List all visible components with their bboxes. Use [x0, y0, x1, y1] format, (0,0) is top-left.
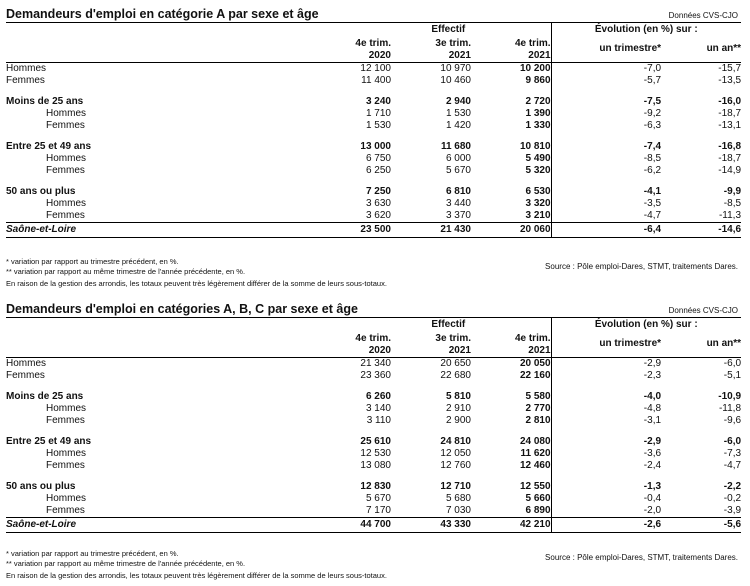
value-cell: 7 250 [365, 186, 391, 197]
period-header: 4e trim. 2020 [266, 36, 391, 63]
evo-quarter-cell: -0,4 [551, 493, 661, 505]
value-cell: 5 490 [525, 153, 551, 164]
table-row [6, 75, 741, 87]
value-cell: 11 400 [361, 75, 391, 86]
evo-quarter-cell: -4,8 [551, 403, 661, 415]
value-cell: 3 440 [445, 198, 471, 209]
table-row [6, 493, 741, 505]
value-cell: 3 240 [365, 96, 391, 107]
evo-quarter-cell: -4,1 [551, 186, 661, 198]
value-cell: 25 610 [360, 436, 391, 447]
evo-year-cell: -7,3 [723, 448, 742, 459]
evo-header-quarter: un trimestre* [551, 331, 661, 358]
effectif-header: Effectif [266, 318, 551, 332]
table-row [6, 358, 741, 371]
evo-year-cell: -16,0 [718, 96, 742, 107]
evo-year-cell: -18,7 [718, 108, 742, 119]
value-cell: 20 050 [519, 358, 551, 369]
row-label: Entre 25 et 49 ans [6, 141, 92, 152]
value-cell: 10 970 [440, 63, 471, 74]
evo-quarter-cell: -2,4 [551, 460, 661, 472]
row-label: Hommes [46, 403, 87, 414]
evo-year-cell: -6,0 [723, 358, 742, 369]
evo-year-cell: -9,6 [723, 415, 742, 426]
value-cell: 2 810 [525, 415, 551, 426]
row-label: Femmes [46, 210, 85, 221]
value-cell: 12 100 [360, 63, 391, 74]
evolution-header: Évolution (en %) sur : [551, 23, 741, 37]
evo-quarter-cell: -6,2 [551, 165, 661, 177]
value-cell: 10 810 [519, 141, 551, 152]
value-cell: 2 940 [445, 96, 471, 107]
evo-quarter-cell: -7,5 [551, 96, 661, 108]
footnote: ** variation par rapport au même trimestre de l'année précédente, en %. [6, 267, 246, 276]
value-cell: 6 750 [365, 153, 391, 164]
row-label: Hommes [6, 358, 47, 369]
table-title: Demandeurs d'emploi en catégories A, B, C par sexe et âge [6, 302, 358, 316]
value-cell: 3 620 [365, 210, 391, 221]
evo-year-cell: -3,9 [723, 505, 742, 516]
value-cell: 21 430 [391, 223, 471, 238]
footnotes [6, 257, 387, 289]
evo-quarter-cell: -6,4 [551, 223, 661, 238]
group-row [6, 436, 741, 448]
value-cell: 5 580 [525, 391, 551, 402]
value-cell: 3 370 [445, 210, 471, 221]
value-cell: 5 670 [445, 165, 471, 176]
value-cell: 6 000 [445, 153, 471, 164]
value-cell: 11 620 [520, 448, 551, 459]
value-cell: 23 360 [360, 370, 391, 381]
value-cell: 1 710 [365, 108, 391, 119]
value-cell: 12 710 [440, 481, 471, 492]
evo-quarter-cell: -7,0 [551, 63, 661, 76]
row-label: Moins de 25 ans [6, 391, 84, 402]
row-label: Femmes [46, 460, 85, 471]
evo-year-cell: -9,9 [723, 186, 742, 197]
row-label: Femmes [46, 415, 85, 426]
value-cell: 43 330 [391, 518, 471, 533]
table-row [6, 370, 741, 382]
value-cell: 2 900 [445, 415, 471, 426]
row-label: Hommes [46, 448, 87, 459]
value-cell: 5 660 [525, 493, 551, 504]
value-cell: 6 890 [525, 505, 551, 516]
evo-year-cell: -11,8 [718, 403, 742, 414]
table-row [6, 165, 741, 177]
table-row [6, 505, 741, 518]
source-note: Source : Pôle emploi-Dares, STMT, traitements Dares. [545, 553, 738, 562]
evo-year-cell: -18,7 [718, 153, 742, 164]
value-cell: 12 830 [360, 481, 391, 492]
value-cell: 20 650 [440, 358, 471, 369]
row-label: Hommes [46, 198, 87, 209]
value-cell: 1 530 [365, 120, 391, 131]
value-cell: 12 460 [519, 460, 551, 471]
evolution-header: Évolution (en %) sur : [551, 318, 741, 332]
data-table [6, 317, 741, 533]
row-label: Femmes [46, 165, 85, 176]
effectif-header: Effectif [266, 23, 551, 37]
value-cell: 6 250 [365, 165, 391, 176]
value-cell: 1 330 [525, 120, 551, 131]
value-cell: 5 680 [445, 493, 471, 504]
table-row [6, 153, 741, 165]
group-row [6, 481, 741, 493]
group-row [6, 391, 741, 403]
evo-quarter-cell: -4,0 [551, 391, 661, 403]
evo-year-cell: -8,5 [723, 198, 742, 209]
evo-year-cell: -14,6 [661, 223, 741, 238]
value-cell: 10 200 [519, 63, 551, 74]
value-cell: 3 140 [365, 403, 391, 414]
value-cell: 3 630 [365, 198, 391, 209]
value-cell: 23 500 [266, 223, 391, 238]
value-cell: 22 680 [440, 370, 471, 381]
evo-quarter-cell: -4,7 [551, 210, 661, 223]
footnote: ** variation par rapport au même trimestre de l'année précédente, en %. [6, 559, 246, 568]
table-row [6, 403, 741, 415]
footnotes [6, 549, 387, 581]
value-cell: 2 910 [445, 403, 471, 414]
evo-quarter-cell: -3,1 [551, 415, 661, 427]
value-cell: 3 210 [525, 210, 551, 221]
evo-year-cell: -10,9 [718, 391, 742, 402]
source-note: Source : Pôle emploi-Dares, STMT, traitements Dares. [545, 262, 738, 271]
evo-year-cell: -16,8 [718, 141, 742, 152]
value-cell: 22 160 [519, 370, 551, 381]
table-title: Demandeurs d'emploi en catégorie A par sexe et âge [6, 7, 319, 21]
footnote: * variation par rapport au trimestre précédent, en %. [6, 257, 179, 266]
value-cell: 44 700 [266, 518, 391, 533]
evo-quarter-cell: -7,4 [551, 141, 661, 153]
evo-quarter-cell: -5,7 [551, 75, 661, 87]
data-table [6, 22, 741, 238]
row-label: Femmes [46, 120, 85, 131]
value-cell: 2 720 [525, 96, 551, 107]
footnote: En raison de la gestion des arrondis, les totaux peuvent très légèrement différer de la somme de leurs sous-totaux. [6, 279, 387, 288]
row-label: Saône-et-Loire [6, 518, 266, 533]
row-label: Hommes [46, 493, 87, 504]
value-cell: 42 210 [471, 518, 551, 533]
evo-year-cell: -5,6 [661, 518, 741, 533]
value-cell: 1 420 [445, 120, 471, 131]
evo-quarter-cell: -6,3 [551, 120, 661, 132]
period-header: 4e trim. 2020 [266, 331, 391, 358]
row-label: Femmes [46, 505, 85, 516]
period-header: 3e trim. 2021 [391, 36, 471, 63]
evo-header-year: un an** [661, 331, 741, 358]
period-header: 4e trim. 2021 [471, 331, 551, 358]
evo-year-cell: -5,1 [723, 370, 742, 381]
value-cell: 21 340 [360, 358, 391, 369]
value-cell: 12 530 [360, 448, 391, 459]
table-row [6, 460, 741, 472]
value-cell: 12 760 [440, 460, 471, 471]
evo-year-cell: -14,9 [718, 165, 742, 176]
evo-header-year: un an** [661, 36, 741, 63]
value-cell: 1 390 [525, 108, 551, 119]
evo-year-cell: -4,7 [723, 460, 742, 471]
row-label: Hommes [46, 153, 87, 164]
table-row [6, 448, 741, 460]
value-cell: 5 670 [365, 493, 391, 504]
table-row [6, 415, 741, 427]
evo-quarter-cell: -3,6 [551, 448, 661, 460]
value-cell: 9 860 [525, 75, 551, 86]
evo-quarter-cell: -2,0 [551, 505, 661, 518]
data-note: Données CVS-CJO [668, 11, 738, 20]
table-row [6, 120, 741, 132]
value-cell: 5 320 [525, 165, 551, 176]
value-cell: 7 030 [445, 505, 471, 516]
evo-year-cell: -15,7 [718, 63, 742, 74]
row-label: Saône-et-Loire [6, 223, 266, 238]
value-cell: 2 770 [525, 403, 551, 414]
value-cell: 6 530 [525, 186, 551, 197]
row-label: Femmes [6, 370, 45, 381]
evo-year-cell: -13,5 [718, 75, 742, 86]
group-row [6, 141, 741, 153]
row-label: Moins de 25 ans [6, 96, 84, 107]
evo-year-cell: -6,0 [723, 436, 742, 447]
total-row [6, 518, 741, 533]
value-cell: 5 810 [445, 391, 471, 402]
data-note: Données CVS-CJO [668, 306, 738, 315]
evo-year-cell: -13,1 [718, 120, 742, 131]
footnote: En raison de la gestion des arrondis, les totaux peuvent très légèrement différer de la somme de leurs sous-totaux. [6, 571, 387, 580]
row-label: Hommes [6, 63, 47, 74]
table-row [6, 210, 741, 223]
row-label: 50 ans ou plus [6, 481, 76, 492]
value-cell: 1 530 [445, 108, 471, 119]
evo-quarter-cell: -3,5 [551, 198, 661, 210]
group-row [6, 186, 741, 198]
table-row [6, 63, 741, 76]
evo-quarter-cell: -2,9 [551, 436, 661, 448]
footnote: * variation par rapport au trimestre précédent, en %. [6, 549, 179, 558]
value-cell: 11 680 [440, 141, 471, 152]
period-header: 4e trim. 2021 [471, 36, 551, 63]
value-cell: 7 170 [365, 505, 391, 516]
evo-year-cell: -11,3 [718, 210, 742, 221]
evo-quarter-cell: -8,5 [551, 153, 661, 165]
value-cell: 12 050 [440, 448, 471, 459]
evo-year-cell: -0,2 [723, 493, 742, 504]
value-cell: 12 550 [519, 481, 551, 492]
total-row [6, 223, 741, 238]
row-label: Hommes [46, 108, 87, 119]
table-row [6, 198, 741, 210]
evo-quarter-cell: -9,2 [551, 108, 661, 120]
evo-header-quarter: un trimestre* [551, 36, 661, 63]
value-cell: 10 460 [440, 75, 471, 86]
value-cell: 6 810 [445, 186, 471, 197]
evo-quarter-cell: -2,9 [551, 358, 661, 371]
value-cell: 24 810 [440, 436, 471, 447]
group-row [6, 96, 741, 108]
row-label: Femmes [6, 75, 45, 86]
row-label: Entre 25 et 49 ans [6, 436, 92, 447]
value-cell: 24 080 [519, 436, 551, 447]
row-label: 50 ans ou plus [6, 186, 76, 197]
period-header: 3e trim. 2021 [391, 331, 471, 358]
evo-quarter-cell: -1,3 [551, 481, 661, 493]
value-cell: 20 060 [471, 223, 551, 238]
value-cell: 13 000 [360, 141, 391, 152]
value-cell: 3 110 [366, 415, 391, 426]
value-cell: 6 260 [365, 391, 391, 402]
evo-quarter-cell: -2,3 [551, 370, 661, 382]
evo-quarter-cell: -2,6 [551, 518, 661, 533]
value-cell: 13 080 [360, 460, 391, 471]
evo-year-cell: -2,2 [723, 481, 742, 492]
value-cell: 3 320 [525, 198, 551, 209]
table-row [6, 108, 741, 120]
